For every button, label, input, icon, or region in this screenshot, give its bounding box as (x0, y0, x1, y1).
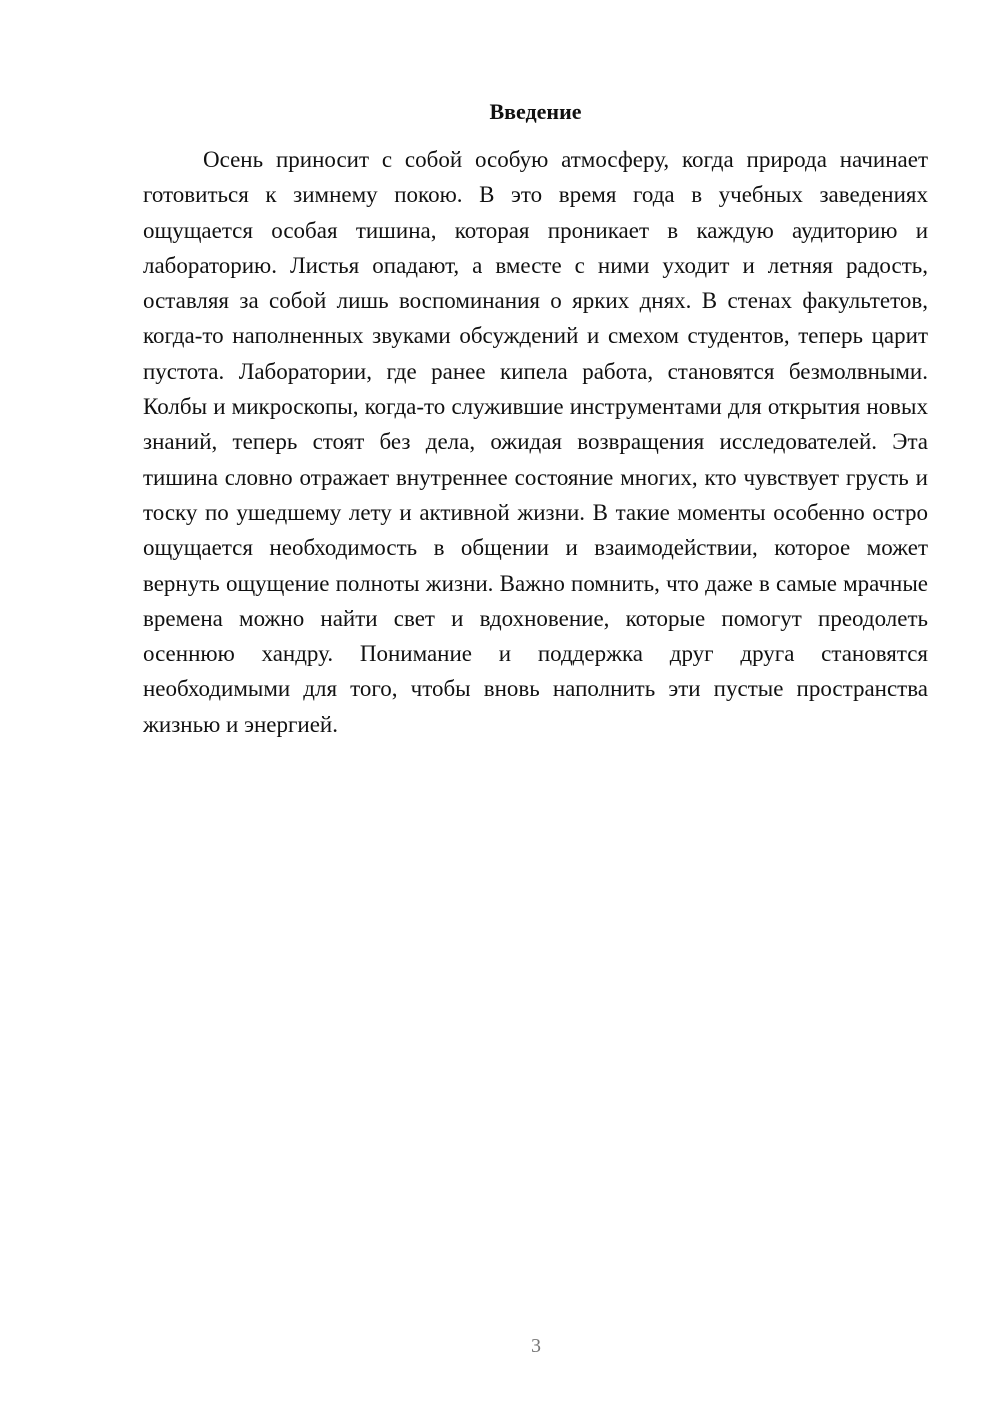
section-title: Введение (489, 99, 582, 124)
page-number: 3 (531, 1335, 541, 1357)
body-paragraph: Осень приносит с собой особую атмосферу, когда природа начинает готовиться к зимнему покою. В это время года в учебных заведениях ощущается особая тишина, которая проникает в каждую аудиторию и лабораторию. Листья опадают, а вместе с ними уходит и летняя радость, оставляя за собой лишь воспоминания о ярких днях. В стенах факультетов, когда-то наполненных звуками обсуждений и смехом студентов, теперь царит пустота. Лаборатории, где ранее кипела работа, становятся безмолвными. Колбы и микроскопы, когда-то служившие инструментами для открытия новых знаний, теперь стоят без дела, ожидая возвращения исследователей. Эта тишина словно отражает внутреннее состояние многих, кто чувствует грусть и тоску по ушедшему лету и активной жизни. В такие моменты особенно остро ощущается необходимость в общении и взаимодействии, которое может вернуть ощущение полноты жизни. Важно помнить, что даже в самые мрачные времена можно найти свет и вдохновение, которые помогут преодолеть осеннюю хандру. Понимание и поддержка друг друга становятся необходимыми для того, чтобы вновь наполнить эти пустые пространства жизнью и энергией. (143, 147, 928, 737)
